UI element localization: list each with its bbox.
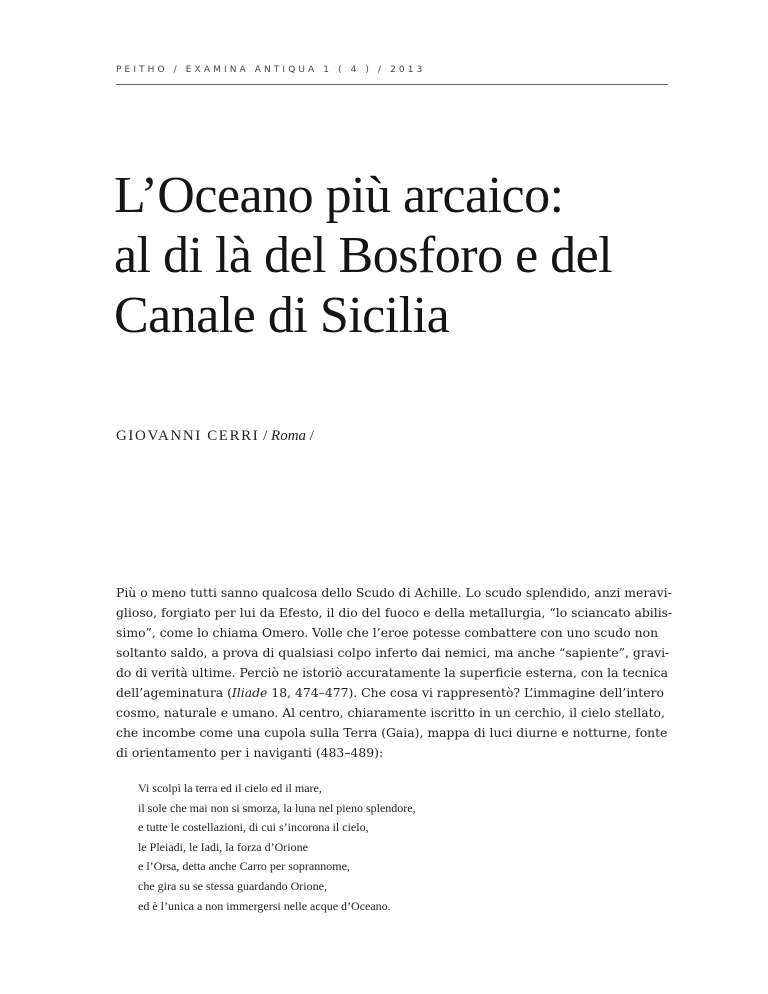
body-text-fragment: 18, 474–477). Che cosa vi rappresentò? L’immagine dell’intero <box>267 685 664 700</box>
verse-quotation <box>138 779 658 916</box>
body-line: do di verità ultime. Perciò ne istoriò accuratamente la superficie esterna, con la tecnica <box>116 665 668 680</box>
verse-line: il sole che mai non si smorza, la luna nel pieno splendore, <box>138 800 416 815</box>
body-line: soltanto saldo, a prova di qualsiasi colpo inferto dai nemici, ma anche “sapiente”, gravi- <box>116 645 670 660</box>
verse-line: e l’Orsa, detta anche Carro per soprannome, <box>138 859 350 874</box>
body-line: glioso, forgiato per lui da Efesto, il dio del fuoco e della metallurgia, “lo sciancato abilis- <box>116 605 673 620</box>
body-line: simo”, come lo chiama Omero. Volle che l’eroe potesse combattere con uno scudo non <box>116 625 659 640</box>
title-line: Canale di Sicilia <box>114 287 450 344</box>
author-separator: / <box>259 428 272 444</box>
body-paragraph <box>116 583 672 763</box>
verse-line: e tutte le costellazioni, di cui s’incorona il cielo, <box>138 820 369 835</box>
body-line: di orientamento per i naviganti (483–489): <box>116 745 384 760</box>
body-line <box>116 683 672 703</box>
author-affiliation: Roma <box>271 428 307 444</box>
work-title-iliade: Iliade <box>231 685 268 700</box>
title-line: al di là del Bosforo e del <box>114 227 613 284</box>
author-line <box>116 428 314 445</box>
verse-line: le Pleiadi, le Iadi, la forza d’Orione <box>138 839 308 854</box>
article-title <box>114 166 694 346</box>
title-line: L’Oceano più arcaico: <box>114 167 564 224</box>
author-name: GIOVANNI CERRI <box>116 428 260 444</box>
verse-line: Vi scolpì la terra ed il cielo ed il mare, <box>138 781 322 795</box>
body-text-fragment: dell’ageminatura ( <box>116 685 232 700</box>
body-line: che incombe come una cupola sulla Terra (Gaia), mappa di luci diurne e notturne, fonte <box>116 725 668 740</box>
body-line: cosmo, naturale e umano. Al centro, chiaramente iscritto in un cerchio, il cielo stellato, <box>116 705 665 720</box>
verse-line: ed è l’unica a non immergersi nelle acque d’Oceano. <box>138 898 391 913</box>
running-header: PEITHO / EXAMINA ANTIQUA 1 ( 4 ) / 2013 <box>116 65 426 75</box>
author-separator: / <box>306 428 314 444</box>
body-line: Più o meno tutti sanno qualcosa dello Scudo di Achille. Lo scudo splendido, anzi meravi- <box>116 585 672 600</box>
verse-line: che gira su se stessa guardando Orione, <box>138 878 327 893</box>
header-rule <box>116 84 668 85</box>
